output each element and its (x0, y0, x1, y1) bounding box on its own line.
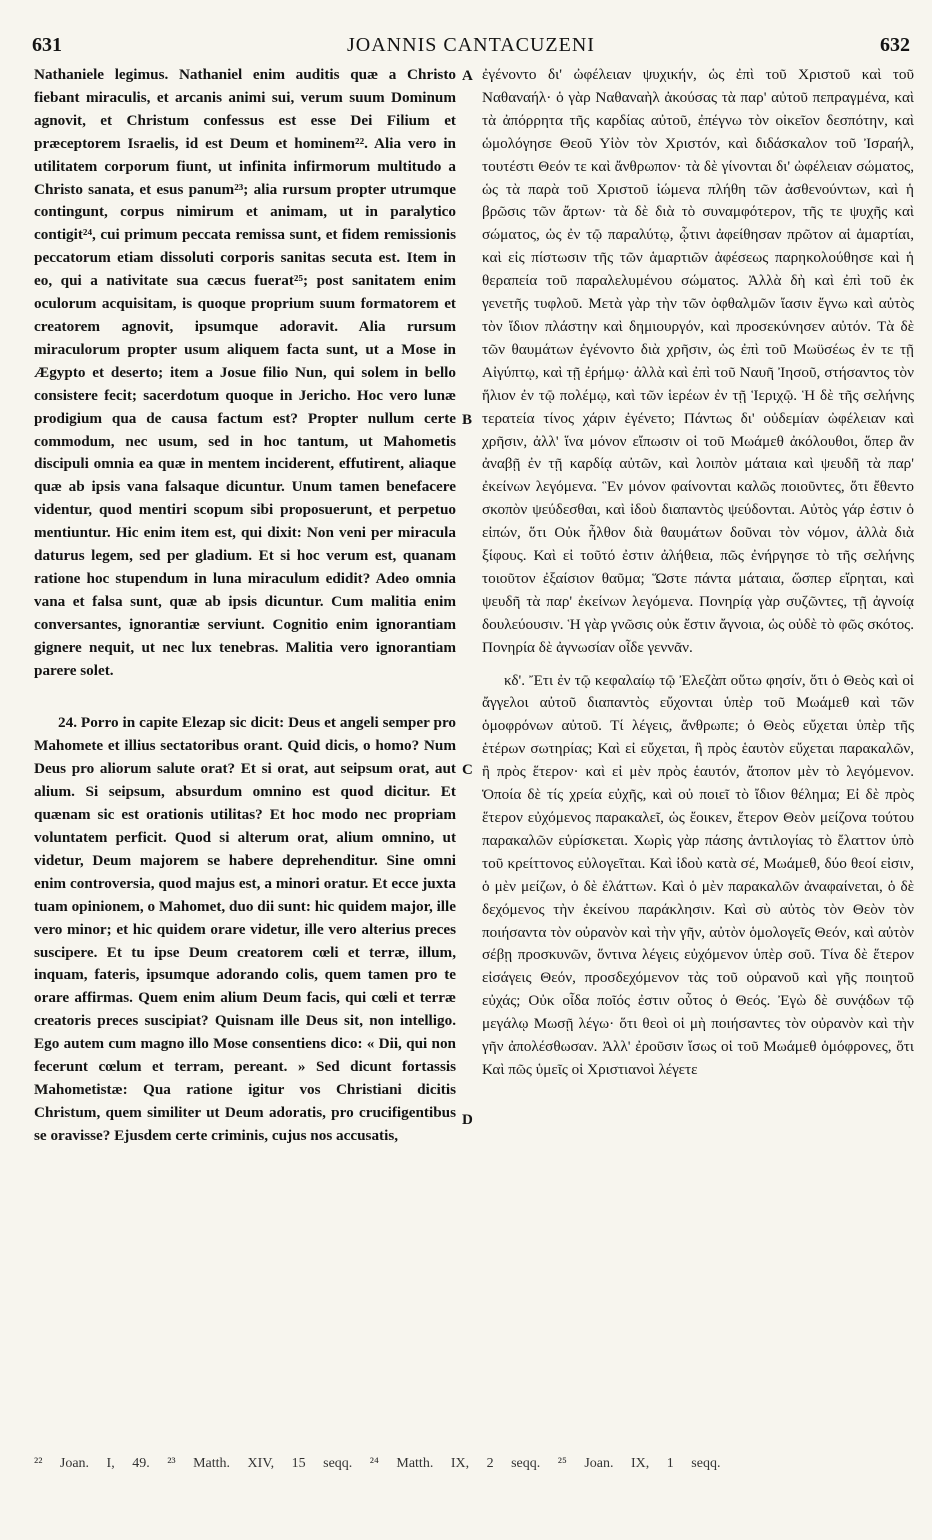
margin-marker-c: C (462, 762, 473, 778)
greek-paragraph-2: κδ'. Ἔτι ἐν τῷ κεφαλαίῳ τῷ Ἐλεζὰπ οὕτω φησίν, ὅτι ὁ Θεὸς καὶ οἱ ἄγγελοι αὐτοῦ διαπαντὸς εὔχονται ὑπὲρ τοῦ Μωάμεθ καὶ τῶν ὁμοφρόνων αὐτοῦ. Τί λέγεις, ἄνθρωπε; ὁ Θεὸς εὔχεται ὑπὲρ τῆς ἑτέρων σωτηρίας; Καὶ εἰ εὔχεται, ἢ πρὸς ἑαυτὸν εὔχεται παρακαλῶν, ἢ πρὸς ἕτερον· καὶ εἰ μὲν πρὸς ἑαυτόν, ἄτοπον μὲν τὸ λεγόμενον. Ὁποία δὲ τίς χρεία εὐχῆς, καὶ οὐ ποιεῖ τὸ ἴδιον θέλημα; Εἰ δὲ πρὸς ἕτερον εὐχόμενος παρακαλεῖ, ὡς ἔοικεν, ἕτερον Θεὸν μείζονα τούτου παρακαλῶν εὑρίσκεται. Χωρὶς γὰρ πάσης ἀντιλογίας τὸ ἔλαττον ὑπὸ τοῦ κρείττονος εὐλογεῖται. Καὶ ἰδοὺ κατὰ σέ, Μωάμεθ, δύο θεοί εἰσιν, ὁ μὲν μείζων, ὁ δὲ ἐλάττων. Καὶ ὁ μὲν παρακαλῶν ἀναφαίνεται, ὁ δὲ δεχόμενος τὴν ἐκείνου παράκλησιν. Καὶ σὺ αὐτὸς τὸν Θεὸν τὸν ποιήσαντα τὸν οὐρανὸν καὶ τὴν γῆν, αὐτὸν ὁμολογεῖς Θεόν, καὶ αὐτὸν σέβῃ προσκυνῶν, ὅντινα λέγεις εὐχόμενον ὑπὲρ σοῦ. Τίνα δὲ ἕτερον εἰσάγεις Θεόν, προσδεχόμενον τὰς τοῦ οὐρανοῦ καὶ γῆς ποιητοῦ εὐχάς; Οὐκ οἶδα ποῖός ἐστιν οὗτος ὁ Θεός. Ἐγὼ δὲ συνᾴδων τῷ μεγάλῳ Μωσῇ λέγω· ὅτι θεοὶ οἱ μὴ ποιήσαντες τὸν οὐρανὸν καὶ τὴν γῆν ἀπολέσθωσαν. Ἀλλ' ἐροῦσιν ἴσως οἱ τοῦ Μωάμεθ ὁμόφρονες, ὅτι Καὶ πῶς ὑμεῖς οἱ Χριστιανοὶ λέγετε (482, 671, 914, 1078)
latin-paragraph-1: Nathaniele legimus. Nathaniel enim auditis quæ a Christo fiebant miraculis, et arcanis animi sui, verum suum Dominum agnovit, et Christum confessus est esse Dei Filium et præceptorem Israelis, id est Deum et hominem²². Alia vero in utilitatem corporum fiunt, ut infinita infirmorum multitudo a Christo sanata, et esus panum²³; alia rursum propter utrumque contingunt, corpus nimirum et animam, ut in paralytico contigit²⁴, cui primum peccata remissa sunt, et fidem remissionis peccatorum etiam dissoluti corporis sanitas secuta est. Item in eo, qui a nativitate sua cæcus fuerat²⁵; post sanitatem enim oculorum acquisitam, is quoque proprium suum formatorem et creatorem agnovit, ipsumque adoravit. Alia rursum miraculorum propter usum aliquem facta sunt, ut a Mose in Ægypto et deserto; item a Josue filio Nun, qui solem in bello consistere fecit; sacerdotum quoque in Jericho. Hoc vero lunæ prodigium qua de causa factum est? Propter nullum certe commodum, nec usum, sed in hoc tantum, ut Mahometis discipuli omnia ea quæ in mentem inciderent, effutirent, aliaque quæ ab ipsis vana falsaque dicuntur. Unum tamen benefacere videntur, quod mentiri scopum sibi proposuerunt, et perpetuo mentiuntur. Hic enim item est, qui dixit: Non veni per miracula daturus legem, sed per gladium. Et si hoc verum est, quanam ratione hoc stupendum in luna miraculum edidit? Adeo omnia vana et falsa sunt, quæ ab ipsis dicuntur. Cum malitia enim conversantes, ignorantiæ serviunt. Cognitio enim ignorantiam gignere nequit, ut nec lux tenebras. Malitia vero ignorantiam parere solet. (34, 66, 456, 679)
margin-marker-b: B (462, 412, 473, 428)
margin-marker-a: A (462, 68, 473, 84)
running-header (32, 34, 910, 60)
greek-column (482, 64, 914, 1082)
margin-marker-d: D (462, 1112, 473, 1128)
greek-paragraph-1: ἐγένοντο δι' ὠφέλειαν ψυχικήν, ὡς ἐπὶ τοῦ Χριστοῦ καὶ τοῦ Ναθαναήλ· ὁ γὰρ Ναθαναὴλ ἀκούσας τὰ παρ' αὐτοῦ πεπραγμένα, καὶ τὰ ἀπόρρητα τῆς καρδίας αὐτοῦ, ἐπέγνω τὸν οἰκεῖον δεσπότην, καὶ ὡμολόγησε Θεοῦ Υἱὸν τὸν Χριστόν, καὶ διδάσκαλον τοῦ Ἰσραήλ, τουτέστι Θεόν τε καὶ ἄνθρωπον· τὰ δὲ γίνονται δι' ὠφέλειαν σώματος, ὡς τὰ παρὰ τοῦ Χριστοῦ ἰώμενα πλήθη τῶν ἀσθενούντων, καὶ ἡ βρῶσις τῶν ἄρτων· τὰ δὲ διὰ τὸ συναμφότερον, τῆς τε ψυχῆς καὶ σώματος, ὡς ἐν τῷ παραλύτῳ, ᾧτινι ἀφείθησαν πρῶτον αἱ ἁμαρτίαι, καὶ εἰς πίστωσιν τῆς τῶν ἁμαρτιῶν ἀφέσεως παρηκολούθησε καὶ ἡ θεραπεία τοῦ παραλελυμένου σώματος. Ἀλλὰ δὴ καὶ ἐπὶ τοῦ ἐκ γενετῆς τυφλοῦ. Μετὰ γὰρ τὴν τῶν ὀφθαλμῶν ἴασιν ἔγνω καὶ αὐτὸς τὸν ἴδιον πλάστην καὶ δημιουργόν, καὶ προσεκύνησεν αὐτόν. Τὰ δὲ τῶν θαυμάτων ἐγένοντο διὰ χρῆσιν, ὡς ἐπὶ τοῦ Μωϋσέως ἐν τε τῇ Αἰγύπτῳ, καὶ τῇ ἐρήμῳ· ἀλλὰ καὶ ἐπὶ τοῦ Ναυῆ Ἰησοῦ, στήσαντος τὸν ἥλιον ἐν τῷ πολέμῳ, καὶ τῶν ἱερέων ἐν τῇ Ἱεριχῷ. Ἡ δὲ τῆς σελήνης τερατεία τίνος χάριν ἐγένετο; Πάντως δι' οὐδεμίαν ὠφέλειαν καὶ χρῆσιν, ἀλλ' ἵνα μόνον εἴπωσιν οἱ τοῦ Μωάμεθ ἀκόλουθοι, ὅπερ ἂν ἀναβῇ ἐν τῇ καρδίᾳ αὐτῶν, καὶ λοιπὸν μάταια καὶ ψευδῆ τὰ παρ' ἐκείνων λεγόμενα. Ἓν μόνον φαίνονται καλῶς ποιοῦντες, ὅτι ἔθεντο σκοπὸν ψεύδεσθαι, καὶ ἰδοὺ διαπαντὸς ψεύδονται. Αὐτὸς γάρ ἐστιν ὁ εἰπών, ὅτι Οὐκ ἦλθον διὰ θαυμάτων δοῦναι τὸν νόμον, ἀλλὰ διὰ ξίφους. Καὶ εἰ τοῦτό ἐστιν ἀλήθεια, πῶς ἐνήργησε τὸ τῆς σελήνης τοιοῦτον ἐξαίσιον θαῦμα; Ὥστε πάντα μάταια, ὥσπερ εἴρηται, καὶ ψευδῆ τὰ παρ' ἐκείνων λεγόμενα. Πονηρίᾳ γὰρ συζῶντες, τῇ ἀγνοίᾳ δουλεύουσιν. Ἡ γὰρ γνῶσις οὐκ ἔστιν ἄγνοια, ὡς οὐδὲ τὸ φῶς σκότος. Πονηρία δὲ ἀγνωσίαν οἶδε γεννᾶν. (482, 66, 914, 656)
page-number-right: 632 (880, 34, 910, 56)
footnote: ²⁵ Joan. IX, 1 seqq. (557, 1456, 721, 1471)
footnote: ²² Joan. I, 49. (34, 1456, 150, 1471)
footnote: ²³ Matth. XIV, 15 seqq. (167, 1456, 353, 1471)
latin-column (34, 64, 456, 1148)
footnotes (34, 1456, 910, 1472)
latin-paragraph-2: 24. Porro in capite Elezap sic dicit: Deus et angeli semper pro Mahomete et illius sectatoribus orant. Quid dicis, o homo? Num Deus pro aliorum salute orat? Et si orat, aut seipsum orat, aut alium. Si seipsum, absurdum omnino est quod dicitur. Et quænam sic est orationis utilitas? Et hoc modo nec propriam voluntatem perficit. Quod si alterum orat, alium omnino, ut videtur, Deum majorem se habere deprehenditur. Sine omni enim controversia, quod majus est, a minori oratur. Et ecce juxta tuam opinionem, o Mahomet, duo dii sunt: hic quidem major, ille vero minor; et hic quidem orare videtur, ille vero alterius preces suscipere. Et tu ipse Deum creatorem cœli et terræ, illum, inquam, fateris, ipsumque adorando colis, quem tamen pro te orare affirmas. Quem enim alium Deum facis, qui cœli et terræ creatoris preces suscipiat? Quisnam ille Deus sit, non intelligo. Ego autem cum magno illo Mose consentiens dico: « Dii, qui non fecerunt cœlum et terram, pereant. » Sed dicunt fortassis Mahometistæ: Qua ratione igitur vos Christiani dicitis Christum, quem similiter ut Deum adoratis, pro crucifigentibus se oravisse? Ejusdem certe criminis, cujus nos accusatis, (34, 714, 456, 1144)
running-title: JOANNIS CANTACUZENI (347, 34, 595, 56)
footnote: ²⁴ Matth. IX, 2 seqq. (369, 1456, 541, 1471)
page-number-left: 631 (32, 34, 62, 56)
